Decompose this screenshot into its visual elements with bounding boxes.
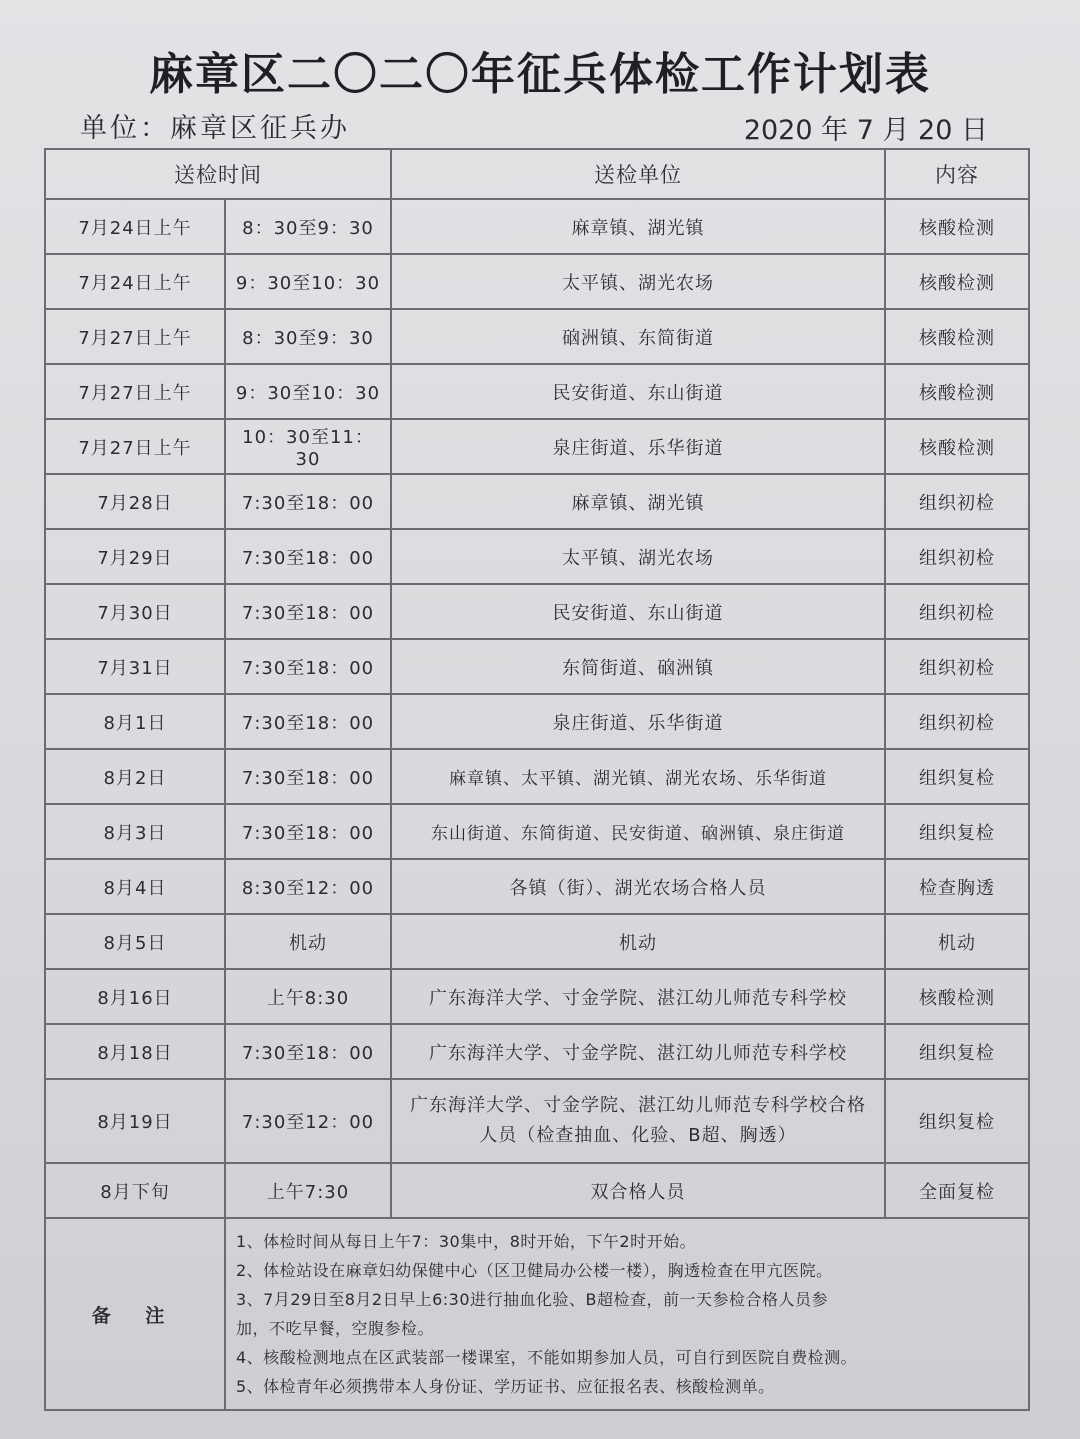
unit-label: 单位：麻章区征兵办 [80,113,350,144]
note-line: 2、体检站设在麻章妇幼保健中心（区卫健局办公楼一楼），胸透检查在甲亢医院。 [236,1261,833,1280]
units-cell: 麻章镇、湖光镇 [391,199,885,254]
time-cell: 9：30至10：30 [225,364,391,419]
table-row [45,859,1029,914]
content-cell: 全面复检 [885,1163,1029,1218]
time-cell: 7:30至18：00 [225,474,391,529]
time-cell: 7:30至18：00 [225,1024,391,1079]
units-cell: 广东海洋大学、寸金学院、湛江幼儿师范专科学校 [391,969,885,1024]
content-cell: 组织复检 [885,749,1029,804]
units-cell: 麻章镇、湖光镇 [391,474,885,529]
time-cell: 7:30至18：00 [225,529,391,584]
notes-cell [225,1218,1029,1410]
day-cell: 8月18日 [45,1024,225,1079]
table-row [45,474,1029,529]
document-title: 麻章区二〇二〇年征兵体检工作计划表 [149,49,931,100]
time-cell: 7:30至18：00 [225,584,391,639]
time-cell: 7:30至18：00 [225,694,391,749]
content-cell: 组织初检 [885,584,1029,639]
note-line: 加，不吃早餐，空腹参检。 [236,1319,435,1338]
units-cell: 广东海洋大学、寸金学院、湛江幼儿师范专科学校 [391,1024,885,1079]
time-cell: 8:30至12：00 [225,859,391,914]
content-cell: 核酸检测 [885,309,1029,364]
content-cell: 机动 [885,914,1029,969]
header-units: 送检单位 [391,149,885,199]
content-cell: 核酸检测 [885,419,1029,474]
content-cell: 组织初检 [885,474,1029,529]
content-cell: 核酸检测 [885,199,1029,254]
day-cell: 8月5日 [45,914,225,969]
note-line: 4、核酸检测地点在区武装部一楼课室，不能如期参加人员，可自行到医院自费检测。 [236,1348,858,1367]
time-cell: 8：30至9：30 [225,309,391,364]
day-cell: 7月24日上午 [45,254,225,309]
units-cell: 泉庄街道、乐华街道 [391,419,885,474]
content-cell: 组织初检 [885,529,1029,584]
units-cell: 民安街道、东山街道 [391,584,885,639]
table-row [45,254,1029,309]
time-cell: 7:30至12：00 [225,1079,391,1163]
day-cell: 7月29日 [45,529,225,584]
units-cell: 东山街道、东简街道、民安街道、硇洲镇、泉庄街道 [391,804,885,859]
units-cell: 双合格人员 [391,1163,885,1218]
day-cell: 7月27日上午 [45,419,225,474]
table-row [45,639,1029,694]
day-cell: 7月28日 [45,474,225,529]
table-row [45,694,1029,749]
content-cell: 核酸检测 [885,254,1029,309]
notes-row [45,1218,1029,1410]
day-cell: 7月24日上午 [45,199,225,254]
units-cell: 泉庄街道、乐华街道 [391,694,885,749]
day-cell: 7月30日 [45,584,225,639]
header-time: 送检时间 [45,149,391,199]
content-cell: 核酸检测 [885,364,1029,419]
day-cell: 8月4日 [45,859,225,914]
day-cell: 8月1日 [45,694,225,749]
day-cell: 7月27日上午 [45,364,225,419]
content-cell: 组织复检 [885,1079,1029,1163]
content-cell: 组织复检 [885,1024,1029,1079]
content-cell: 组织初检 [885,639,1029,694]
note-line: 5、体检青年必须携带本人身份证、学历证书、应征报名表、核酸检测单。 [236,1377,775,1396]
time-cell: 7:30至18：00 [225,749,391,804]
table-row [45,309,1029,364]
note-line: 1、体检时间从每日上午7：30集中，8时开始，下午2时开始。 [236,1232,697,1251]
content-cell: 组织复检 [885,804,1029,859]
notes-label: 备 注 [45,1218,225,1410]
table-row [45,749,1029,804]
units-cell: 各镇（街）、湖光农场合格人员 [391,859,885,914]
table-row [45,1024,1029,1079]
day-cell: 8月2日 [45,749,225,804]
day-cell: 7月31日 [45,639,225,694]
table-row [45,914,1029,969]
table-row [45,529,1029,584]
document-date: 2020 年 7 月 20 日 [743,115,988,146]
day-cell: 8月16日 [45,969,225,1024]
table-row [45,969,1029,1024]
time-cell: 7:30至18：00 [225,639,391,694]
units-cell: 广东海洋大学、寸金学院、湛江幼儿师范专科学校合格人员（检查抽血、化验、B超、胸透） [391,1079,885,1163]
table-row [45,584,1029,639]
content-cell: 组织初检 [885,694,1029,749]
day-cell: 8月下旬 [45,1163,225,1218]
table-row [45,364,1029,419]
content-cell: 核酸检测 [885,969,1029,1024]
time-cell: 上午7:30 [225,1163,391,1218]
time-cell: 7:30至18：00 [225,804,391,859]
day-cell: 8月19日 [45,1079,225,1163]
table-row [45,199,1029,254]
day-cell: 8月3日 [45,804,225,859]
content-cell: 检查胸透 [885,859,1029,914]
table-row [45,1163,1029,1218]
time-cell: 9：30至10：30 [225,254,391,309]
time-cell: 10：30至11：30 [225,419,391,474]
header-row [45,149,1029,199]
note-line: 3、7月29日至8月2日早上6:30进行抽血化验、B超检查，前一天参检合格人员参 [236,1290,828,1309]
header-content: 内容 [885,149,1029,199]
table-row [45,1079,1029,1163]
schedule-table [44,148,1030,1411]
units-cell: 硇洲镇、东简街道 [391,309,885,364]
units-cell: 东简街道、硇洲镇 [391,639,885,694]
time-cell: 上午8:30 [225,969,391,1024]
time-cell: 8：30至9：30 [225,199,391,254]
table-row [45,804,1029,859]
day-cell: 7月27日上午 [45,309,225,364]
time-cell: 机动 [225,914,391,969]
units-cell: 民安街道、东山街道 [391,364,885,419]
units-cell: 太平镇、湖光农场 [391,254,885,309]
units-cell: 麻章镇、太平镇、湖光镇、湖光农场、乐华街道 [391,749,885,804]
units-cell: 太平镇、湖光农场 [391,529,885,584]
units-cell: 机动 [391,914,885,969]
table-row [45,419,1029,474]
